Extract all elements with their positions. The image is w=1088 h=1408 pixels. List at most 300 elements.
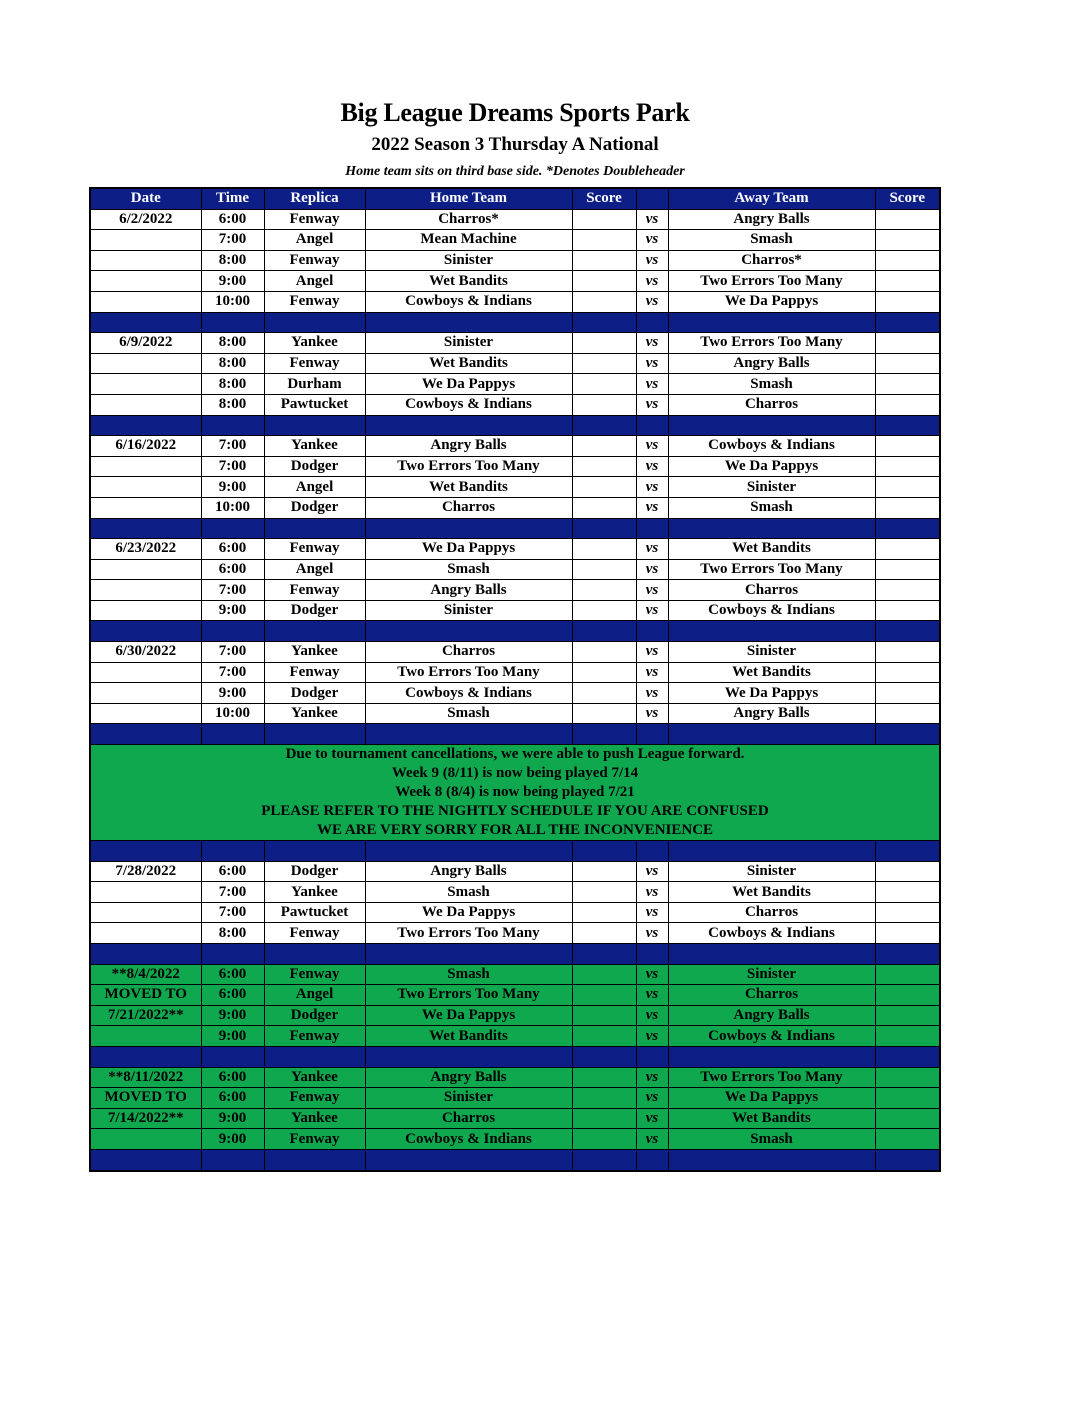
date-cell xyxy=(90,374,201,395)
home-team-cell: We Da Pappys xyxy=(365,902,572,923)
away-score-cell xyxy=(875,662,940,683)
home-score-cell xyxy=(572,374,636,395)
separator-cell xyxy=(264,841,365,862)
home-team-cell: We Da Pappys xyxy=(365,539,572,560)
away-score-cell xyxy=(875,1088,940,1109)
vs-cell: vs xyxy=(636,580,668,601)
game-row xyxy=(90,600,940,621)
replica-cell: Fenway xyxy=(264,353,365,374)
away-team-cell: Sinister xyxy=(668,477,875,498)
home-score-cell xyxy=(572,559,636,580)
home-score-cell xyxy=(572,882,636,903)
notice-line: Due to tournament cancellations, we were able to push League forward. xyxy=(285,746,745,763)
home-team-cell: Charros xyxy=(365,1108,572,1129)
separator-cell xyxy=(668,312,875,333)
replica-cell: Yankee xyxy=(264,1067,365,1088)
replica-cell: Dodger xyxy=(264,1005,365,1026)
away-team-cell: Wet Bandits xyxy=(668,539,875,560)
separator-cell xyxy=(365,1046,572,1067)
separator-cell xyxy=(875,944,940,965)
separator-cell xyxy=(636,518,668,539)
date-cell: MOVED TO xyxy=(90,985,201,1006)
home-score-cell xyxy=(572,539,636,560)
away-score-cell xyxy=(875,1129,940,1150)
vs-cell: vs xyxy=(636,394,668,415)
date-cell xyxy=(90,291,201,312)
separator-cell xyxy=(201,1149,264,1170)
replica-cell: Dodger xyxy=(264,456,365,477)
vs-cell: vs xyxy=(636,923,668,944)
vs-cell: vs xyxy=(636,861,668,882)
away-score-cell xyxy=(875,559,940,580)
home-team-cell: Sinister xyxy=(365,1088,572,1109)
separator-cell xyxy=(365,1149,572,1170)
separator-cell xyxy=(90,621,201,642)
separator-cell xyxy=(264,415,365,436)
away-score-cell xyxy=(875,703,940,724)
replica-cell: Pawtucket xyxy=(264,902,365,923)
separator-cell xyxy=(572,841,636,862)
vs-cell: vs xyxy=(636,497,668,518)
home-team-cell: Angry Balls xyxy=(365,1067,572,1088)
away-team-cell: Sinister xyxy=(668,861,875,882)
home-team-cell: Sinister xyxy=(365,600,572,621)
date-cell xyxy=(90,456,201,477)
home-score-cell xyxy=(572,683,636,704)
date-cell xyxy=(90,923,201,944)
game-row xyxy=(90,394,940,415)
col-header-away-score: Score xyxy=(875,188,940,209)
date-cell xyxy=(90,353,201,374)
away-team-cell: Charros* xyxy=(668,250,875,271)
vs-cell: vs xyxy=(636,683,668,704)
away-team-cell: Angry Balls xyxy=(668,209,875,230)
vs-cell: vs xyxy=(636,250,668,271)
separator-row xyxy=(90,944,940,965)
home-score-cell xyxy=(572,923,636,944)
home-team-cell: Cowboys & Indians xyxy=(365,394,572,415)
game-row xyxy=(90,580,940,601)
home-team-cell: Mean Machine xyxy=(365,230,572,251)
away-team-cell: Charros xyxy=(668,394,875,415)
replica-cell: Fenway xyxy=(264,1026,365,1047)
replica-cell: Yankee xyxy=(264,703,365,724)
vs-cell: vs xyxy=(636,642,668,663)
away-team-cell: Charros xyxy=(668,902,875,923)
vs-cell: vs xyxy=(636,1005,668,1026)
game-row xyxy=(90,271,940,292)
away-score-cell xyxy=(875,882,940,903)
away-team-cell: Cowboys & Indians xyxy=(668,600,875,621)
home-team-cell: Wet Bandits xyxy=(365,271,572,292)
time-cell: 6:00 xyxy=(201,1067,264,1088)
away-team-cell: Cowboys & Indians xyxy=(668,436,875,457)
game-row xyxy=(90,250,940,271)
date-cell xyxy=(90,662,201,683)
notice-line: WE ARE VERY SORRY FOR ALL THE INCONVENIENCE xyxy=(316,822,714,839)
away-team-cell: Smash xyxy=(668,1129,875,1150)
home-team-cell: Two Errors Too Many xyxy=(365,662,572,683)
separator-row xyxy=(90,621,940,642)
separator-cell xyxy=(201,312,264,333)
game-row xyxy=(90,1005,940,1026)
separator-cell xyxy=(668,415,875,436)
time-cell: 6:00 xyxy=(201,985,264,1006)
away-score-cell xyxy=(875,964,940,985)
replica-cell: Fenway xyxy=(264,1129,365,1150)
separator-row xyxy=(90,724,940,745)
vs-cell: vs xyxy=(636,600,668,621)
home-team-cell: Smash xyxy=(365,703,572,724)
separator-cell xyxy=(90,518,201,539)
game-row xyxy=(90,1067,940,1088)
home-team-cell: We Da Pappys xyxy=(365,374,572,395)
vs-cell: vs xyxy=(636,964,668,985)
notice-banner xyxy=(90,745,940,841)
col-header-home-score: Score xyxy=(572,188,636,209)
replica-cell: Angel xyxy=(264,559,365,580)
home-team-cell: Charros xyxy=(365,642,572,663)
away-team-cell: Smash xyxy=(668,230,875,251)
game-row xyxy=(90,1129,940,1150)
separator-cell xyxy=(572,1046,636,1067)
date-cell: 6/30/2022 xyxy=(90,642,201,663)
time-cell: 7:00 xyxy=(201,230,264,251)
game-row xyxy=(90,1088,940,1109)
date-cell: 6/16/2022 xyxy=(90,436,201,457)
home-score-cell xyxy=(572,291,636,312)
game-row xyxy=(90,703,940,724)
replica-cell: Pawtucket xyxy=(264,394,365,415)
replica-cell: Fenway xyxy=(264,662,365,683)
date-cell: 6/9/2022 xyxy=(90,333,201,354)
schedule-table xyxy=(89,187,941,1172)
date-cell: 6/23/2022 xyxy=(90,539,201,560)
separator-cell xyxy=(201,621,264,642)
vs-cell: vs xyxy=(636,1129,668,1150)
home-score-cell xyxy=(572,333,636,354)
away-team-cell: Wet Bandits xyxy=(668,882,875,903)
separator-cell xyxy=(636,621,668,642)
separator-cell xyxy=(636,1149,668,1170)
date-cell xyxy=(90,477,201,498)
home-score-cell xyxy=(572,662,636,683)
schedule-body xyxy=(90,209,940,1170)
away-score-cell xyxy=(875,683,940,704)
separator-cell xyxy=(572,1149,636,1170)
time-cell: 8:00 xyxy=(201,353,264,374)
replica-cell: Angel xyxy=(264,271,365,292)
separator-cell xyxy=(365,415,572,436)
home-score-cell xyxy=(572,902,636,923)
separator-cell xyxy=(572,621,636,642)
home-score-cell xyxy=(572,497,636,518)
separator-cell xyxy=(201,724,264,745)
time-cell: 6:00 xyxy=(201,964,264,985)
date-cell: 7/28/2022 xyxy=(90,861,201,882)
separator-cell xyxy=(90,415,201,436)
game-row xyxy=(90,539,940,560)
away-score-cell xyxy=(875,1108,940,1129)
away-score-cell xyxy=(875,456,940,477)
replica-cell: Fenway xyxy=(264,250,365,271)
time-cell: 7:00 xyxy=(201,642,264,663)
replica-cell: Dodger xyxy=(264,497,365,518)
home-team-cell: Angry Balls xyxy=(365,436,572,457)
separator-cell xyxy=(668,724,875,745)
separator-cell xyxy=(264,518,365,539)
game-row xyxy=(90,923,940,944)
date-cell xyxy=(90,1129,201,1150)
home-score-cell xyxy=(572,1005,636,1026)
separator-cell xyxy=(90,1046,201,1067)
separator-cell xyxy=(264,312,365,333)
home-team-cell: Smash xyxy=(365,882,572,903)
separator-cell xyxy=(572,944,636,965)
vs-cell: vs xyxy=(636,353,668,374)
separator-cell xyxy=(636,415,668,436)
separator-cell xyxy=(668,518,875,539)
game-row xyxy=(90,882,940,903)
home-score-cell xyxy=(572,1088,636,1109)
time-cell: 7:00 xyxy=(201,902,264,923)
separator-cell xyxy=(365,944,572,965)
home-score-cell xyxy=(572,394,636,415)
vs-cell: vs xyxy=(636,662,668,683)
separator-cell xyxy=(90,724,201,745)
vs-cell: vs xyxy=(636,456,668,477)
vs-cell: vs xyxy=(636,902,668,923)
separator-cell xyxy=(875,621,940,642)
game-row xyxy=(90,683,940,704)
replica-cell: Fenway xyxy=(264,209,365,230)
away-score-cell xyxy=(875,271,940,292)
away-team-cell: Smash xyxy=(668,497,875,518)
separator-cell xyxy=(90,1149,201,1170)
separator-cell xyxy=(875,724,940,745)
time-cell: 7:00 xyxy=(201,580,264,601)
col-header-away-team: Away Team xyxy=(668,188,875,209)
time-cell: 9:00 xyxy=(201,683,264,704)
away-team-cell: We Da Pappys xyxy=(668,683,875,704)
time-cell: 7:00 xyxy=(201,662,264,683)
separator-cell xyxy=(668,1046,875,1067)
away-score-cell xyxy=(875,923,940,944)
date-cell: 7/14/2022** xyxy=(90,1108,201,1129)
col-header-date: Date xyxy=(90,188,201,209)
separator-row xyxy=(90,1046,940,1067)
away-score-cell xyxy=(875,353,940,374)
home-team-cell: Cowboys & Indians xyxy=(365,1129,572,1150)
home-score-cell xyxy=(572,600,636,621)
separator-cell xyxy=(875,1149,940,1170)
separator-cell xyxy=(365,621,572,642)
time-cell: 10:00 xyxy=(201,497,264,518)
away-score-cell xyxy=(875,1026,940,1047)
separator-cell xyxy=(365,518,572,539)
separator-cell xyxy=(572,724,636,745)
game-row xyxy=(90,1108,940,1129)
replica-cell: Fenway xyxy=(264,539,365,560)
game-row xyxy=(90,456,940,477)
game-row xyxy=(90,436,940,457)
separator-cell xyxy=(201,1046,264,1067)
replica-cell: Angel xyxy=(264,477,365,498)
home-score-cell xyxy=(572,703,636,724)
away-score-cell xyxy=(875,539,940,560)
replica-cell: Fenway xyxy=(264,1088,365,1109)
vs-cell: vs xyxy=(636,374,668,395)
away-score-cell xyxy=(875,230,940,251)
separator-cell xyxy=(875,841,940,862)
game-row xyxy=(90,662,940,683)
away-score-cell xyxy=(875,436,940,457)
time-cell: 6:00 xyxy=(201,559,264,580)
home-team-cell: Charros* xyxy=(365,209,572,230)
date-cell xyxy=(90,394,201,415)
away-team-cell: Cowboys & Indians xyxy=(668,1026,875,1047)
separator-cell xyxy=(201,944,264,965)
home-score-cell xyxy=(572,861,636,882)
home-score-cell xyxy=(572,580,636,601)
away-team-cell: Two Errors Too Many xyxy=(668,333,875,354)
time-cell: 8:00 xyxy=(201,394,264,415)
vs-cell: vs xyxy=(636,230,668,251)
away-score-cell xyxy=(875,642,940,663)
time-cell: 10:00 xyxy=(201,291,264,312)
separator-cell xyxy=(201,841,264,862)
game-row xyxy=(90,902,940,923)
home-score-cell xyxy=(572,642,636,663)
time-cell: 7:00 xyxy=(201,456,264,477)
time-cell: 6:00 xyxy=(201,861,264,882)
game-row xyxy=(90,209,940,230)
home-team-cell: Cowboys & Indians xyxy=(365,683,572,704)
separator-cell xyxy=(572,415,636,436)
time-cell: 8:00 xyxy=(201,374,264,395)
home-team-cell: We Da Pappys xyxy=(365,1005,572,1026)
vs-cell: vs xyxy=(636,1088,668,1109)
game-row xyxy=(90,497,940,518)
home-team-cell: Wet Bandits xyxy=(365,353,572,374)
away-score-cell xyxy=(875,291,940,312)
game-row xyxy=(90,477,940,498)
separator-cell xyxy=(264,1046,365,1067)
separator-row xyxy=(90,312,940,333)
vs-cell: vs xyxy=(636,1108,668,1129)
separator-cell xyxy=(875,312,940,333)
vs-cell: vs xyxy=(636,271,668,292)
replica-cell: Durham xyxy=(264,374,365,395)
away-team-cell: Smash xyxy=(668,374,875,395)
game-row xyxy=(90,985,940,1006)
home-team-cell: Wet Bandits xyxy=(365,477,572,498)
home-score-cell xyxy=(572,230,636,251)
home-team-cell: Sinister xyxy=(365,250,572,271)
home-team-cell: Smash xyxy=(365,964,572,985)
game-row xyxy=(90,230,940,251)
vs-cell: vs xyxy=(636,1026,668,1047)
game-row xyxy=(90,291,940,312)
replica-cell: Dodger xyxy=(264,600,365,621)
home-score-cell xyxy=(572,1108,636,1129)
vs-cell: vs xyxy=(636,291,668,312)
separator-cell xyxy=(875,1046,940,1067)
home-score-cell xyxy=(572,353,636,374)
game-row xyxy=(90,333,940,354)
replica-cell: Yankee xyxy=(264,436,365,457)
away-score-cell xyxy=(875,985,940,1006)
replica-cell: Fenway xyxy=(264,291,365,312)
away-team-cell: Angry Balls xyxy=(668,1005,875,1026)
date-cell xyxy=(90,683,201,704)
away-score-cell xyxy=(875,374,940,395)
home-team-cell: Angry Balls xyxy=(365,861,572,882)
separator-cell xyxy=(668,841,875,862)
notice-line: PLEASE REFER TO THE NIGHTLY SCHEDULE IF YOU ARE CONFUSED xyxy=(261,803,769,820)
time-cell: 6:00 xyxy=(201,209,264,230)
away-score-cell xyxy=(875,333,940,354)
date-cell xyxy=(90,882,201,903)
home-score-cell xyxy=(572,477,636,498)
notice-line: Week 9 (8/11) is now being played 7/14 xyxy=(391,765,639,782)
vs-cell: vs xyxy=(636,559,668,580)
game-row xyxy=(90,559,940,580)
vs-cell: vs xyxy=(636,539,668,560)
separator-row xyxy=(90,518,940,539)
time-cell: 7:00 xyxy=(201,882,264,903)
away-team-cell: Sinister xyxy=(668,642,875,663)
away-score-cell xyxy=(875,861,940,882)
time-cell: 8:00 xyxy=(201,923,264,944)
away-score-cell xyxy=(875,497,940,518)
separator-cell xyxy=(264,944,365,965)
page-title: Big League Dreams Sports Park xyxy=(340,98,690,127)
vs-cell: vs xyxy=(636,477,668,498)
separator-row xyxy=(90,1149,940,1170)
vs-cell: vs xyxy=(636,703,668,724)
replica-cell: Dodger xyxy=(264,683,365,704)
home-team-cell: Charros xyxy=(365,497,572,518)
date-cell xyxy=(90,600,201,621)
away-score-cell xyxy=(875,394,940,415)
vs-cell: vs xyxy=(636,882,668,903)
separator-cell xyxy=(90,841,201,862)
home-score-cell xyxy=(572,1129,636,1150)
col-header-vs xyxy=(636,188,668,209)
notice-row xyxy=(90,745,940,841)
replica-cell: Yankee xyxy=(264,642,365,663)
time-cell: 9:00 xyxy=(201,1005,264,1026)
time-cell: 7:00 xyxy=(201,436,264,457)
separator-cell xyxy=(668,944,875,965)
time-cell: 8:00 xyxy=(201,250,264,271)
separator-cell xyxy=(668,621,875,642)
separator-row xyxy=(90,841,940,862)
date-cell xyxy=(90,230,201,251)
home-team-cell: Sinister xyxy=(365,333,572,354)
home-team-cell: Angry Balls xyxy=(365,580,572,601)
game-row xyxy=(90,374,940,395)
away-team-cell: We Da Pappys xyxy=(668,456,875,477)
separator-cell xyxy=(572,312,636,333)
home-team-cell: Two Errors Too Many xyxy=(365,985,572,1006)
separator-row xyxy=(90,415,940,436)
separator-cell xyxy=(636,1046,668,1067)
away-team-cell: Wet Bandits xyxy=(668,1108,875,1129)
page-note: Home team sits on third base side. *Denotes Doubleheader xyxy=(345,164,685,179)
col-header-replica: Replica xyxy=(264,188,365,209)
